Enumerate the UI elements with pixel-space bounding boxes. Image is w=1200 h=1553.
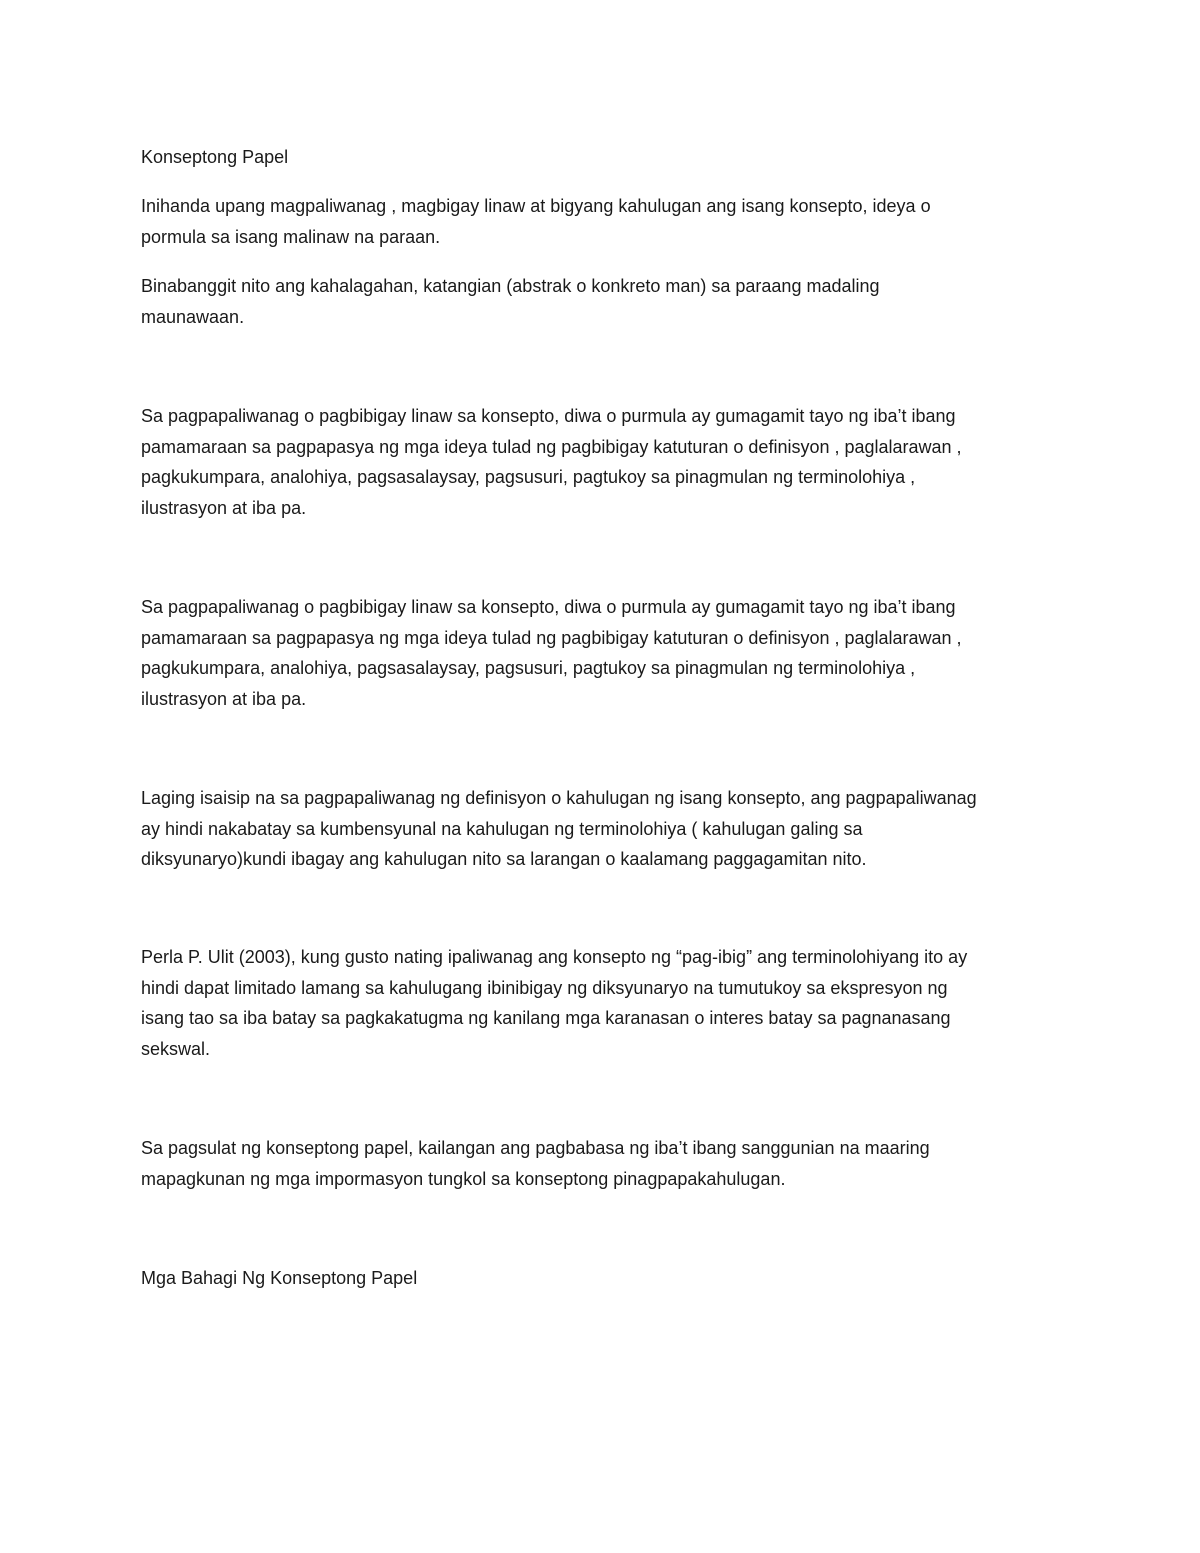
paragraph-line: ilustrasyon at iba pa. <box>141 497 307 518</box>
paragraph-line: diksyunaryo)kundi ibagay ang kahulugan nito sa larangan o kaalamang paggagamitan nito. <box>141 849 867 869</box>
paragraph-line: maunawaan. <box>141 306 245 327</box>
paragraph-importance <box>141 271 1071 332</box>
paragraph-line: pamamaraan sa pagpapasya ng mga ideya tulad ng pagbibigay katuturan o definisyon , paglalarawan , <box>141 627 962 648</box>
paragraph-citation <box>141 942 1071 1064</box>
paragraph-line: ilustrasyon at iba pa. <box>141 688 307 709</box>
paragraph-reminder <box>141 783 1071 875</box>
paragraph-line: pamamaraan sa pagpapasya ng mga ideya tulad ng pagbibigay katuturan o definisyon , paglalarawan , <box>141 436 962 457</box>
paragraph-line: pagkukumpara, analohiya, pagsasalaysay, pagsusuri, pagtukoy sa pinagmulan ng terminolohiya , <box>141 658 916 678</box>
paragraph-line: Perla P. Ulit (2003), kung gusto nating ipaliwanag ang konsepto ng “pag-ibig” ang terminolohiyang ito ay <box>141 947 968 967</box>
paragraph-line: Inihanda upang magpaliwanag , magbigay linaw at bigyang kahulugan ang isang konsepto, ideya o <box>141 196 931 216</box>
paragraph-line: mapagkunan ng mga impormasyon tungkol sa konseptong pinagpapakahulugan. <box>141 1168 786 1189</box>
paragraph-methods <box>141 401 1071 523</box>
paragraph-line: pormula sa isang malinaw na paraan. <box>141 226 441 247</box>
paragraph-line: hindi dapat limitado lamang sa kahulugang ibinibigay ng diksyunaryo na tumutukoy sa ekspresyon ng <box>141 977 948 998</box>
paragraph-line: Binabanggit nito ang kahalagahan, katangian (abstrak o konkreto man) sa paraang madaling <box>141 276 880 296</box>
paragraph-line: pagkukumpara, analohiya, pagsasalaysay, pagsusuri, pagtukoy sa pinagmulan ng terminolohiya , <box>141 467 916 487</box>
paragraph-writing <box>141 1133 1071 1194</box>
heading-line: Mga Bahagi Ng Konseptong Papel <box>141 1268 418 1288</box>
paragraph-line: Sa pagpapaliwanag o pagbibigay linaw sa konsepto, diwa o purmula ay gumagamit tayo ng iba’t ibang <box>141 597 956 617</box>
paragraph-line: Laging isaisip na sa pagpapaliwanag ng definisyon o kahulugan ng isang konsepto, ang pagpapaliwanag <box>141 788 977 808</box>
paragraph-line: isang tao sa iba batay sa pagkakatugma ng kanilang mga karanasan o interes batay sa pagnanasang <box>141 1008 951 1028</box>
paragraph-line: sekswal. <box>141 1038 211 1059</box>
title-line: Konseptong Papel <box>141 147 289 167</box>
paragraph-line: Sa pagpapaliwanag o pagbibigay linaw sa konsepto, diwa o purmula ay gumagamit tayo ng iba’t ibang <box>141 406 956 426</box>
paragraph-methods-repeat <box>141 592 1071 714</box>
document-title <box>141 142 1071 173</box>
section-heading <box>141 1263 1071 1294</box>
paragraph-line: ay hindi nakabatay sa kumbensyunal na kahulugan ng terminolohiya ( kahulugan galing sa <box>141 818 863 839</box>
paragraph-definition <box>141 191 1071 252</box>
paragraph-line: Sa pagsulat ng konseptong papel, kailangan ang pagbabasa ng iba’t ibang sanggunian na maaring <box>141 1138 930 1158</box>
